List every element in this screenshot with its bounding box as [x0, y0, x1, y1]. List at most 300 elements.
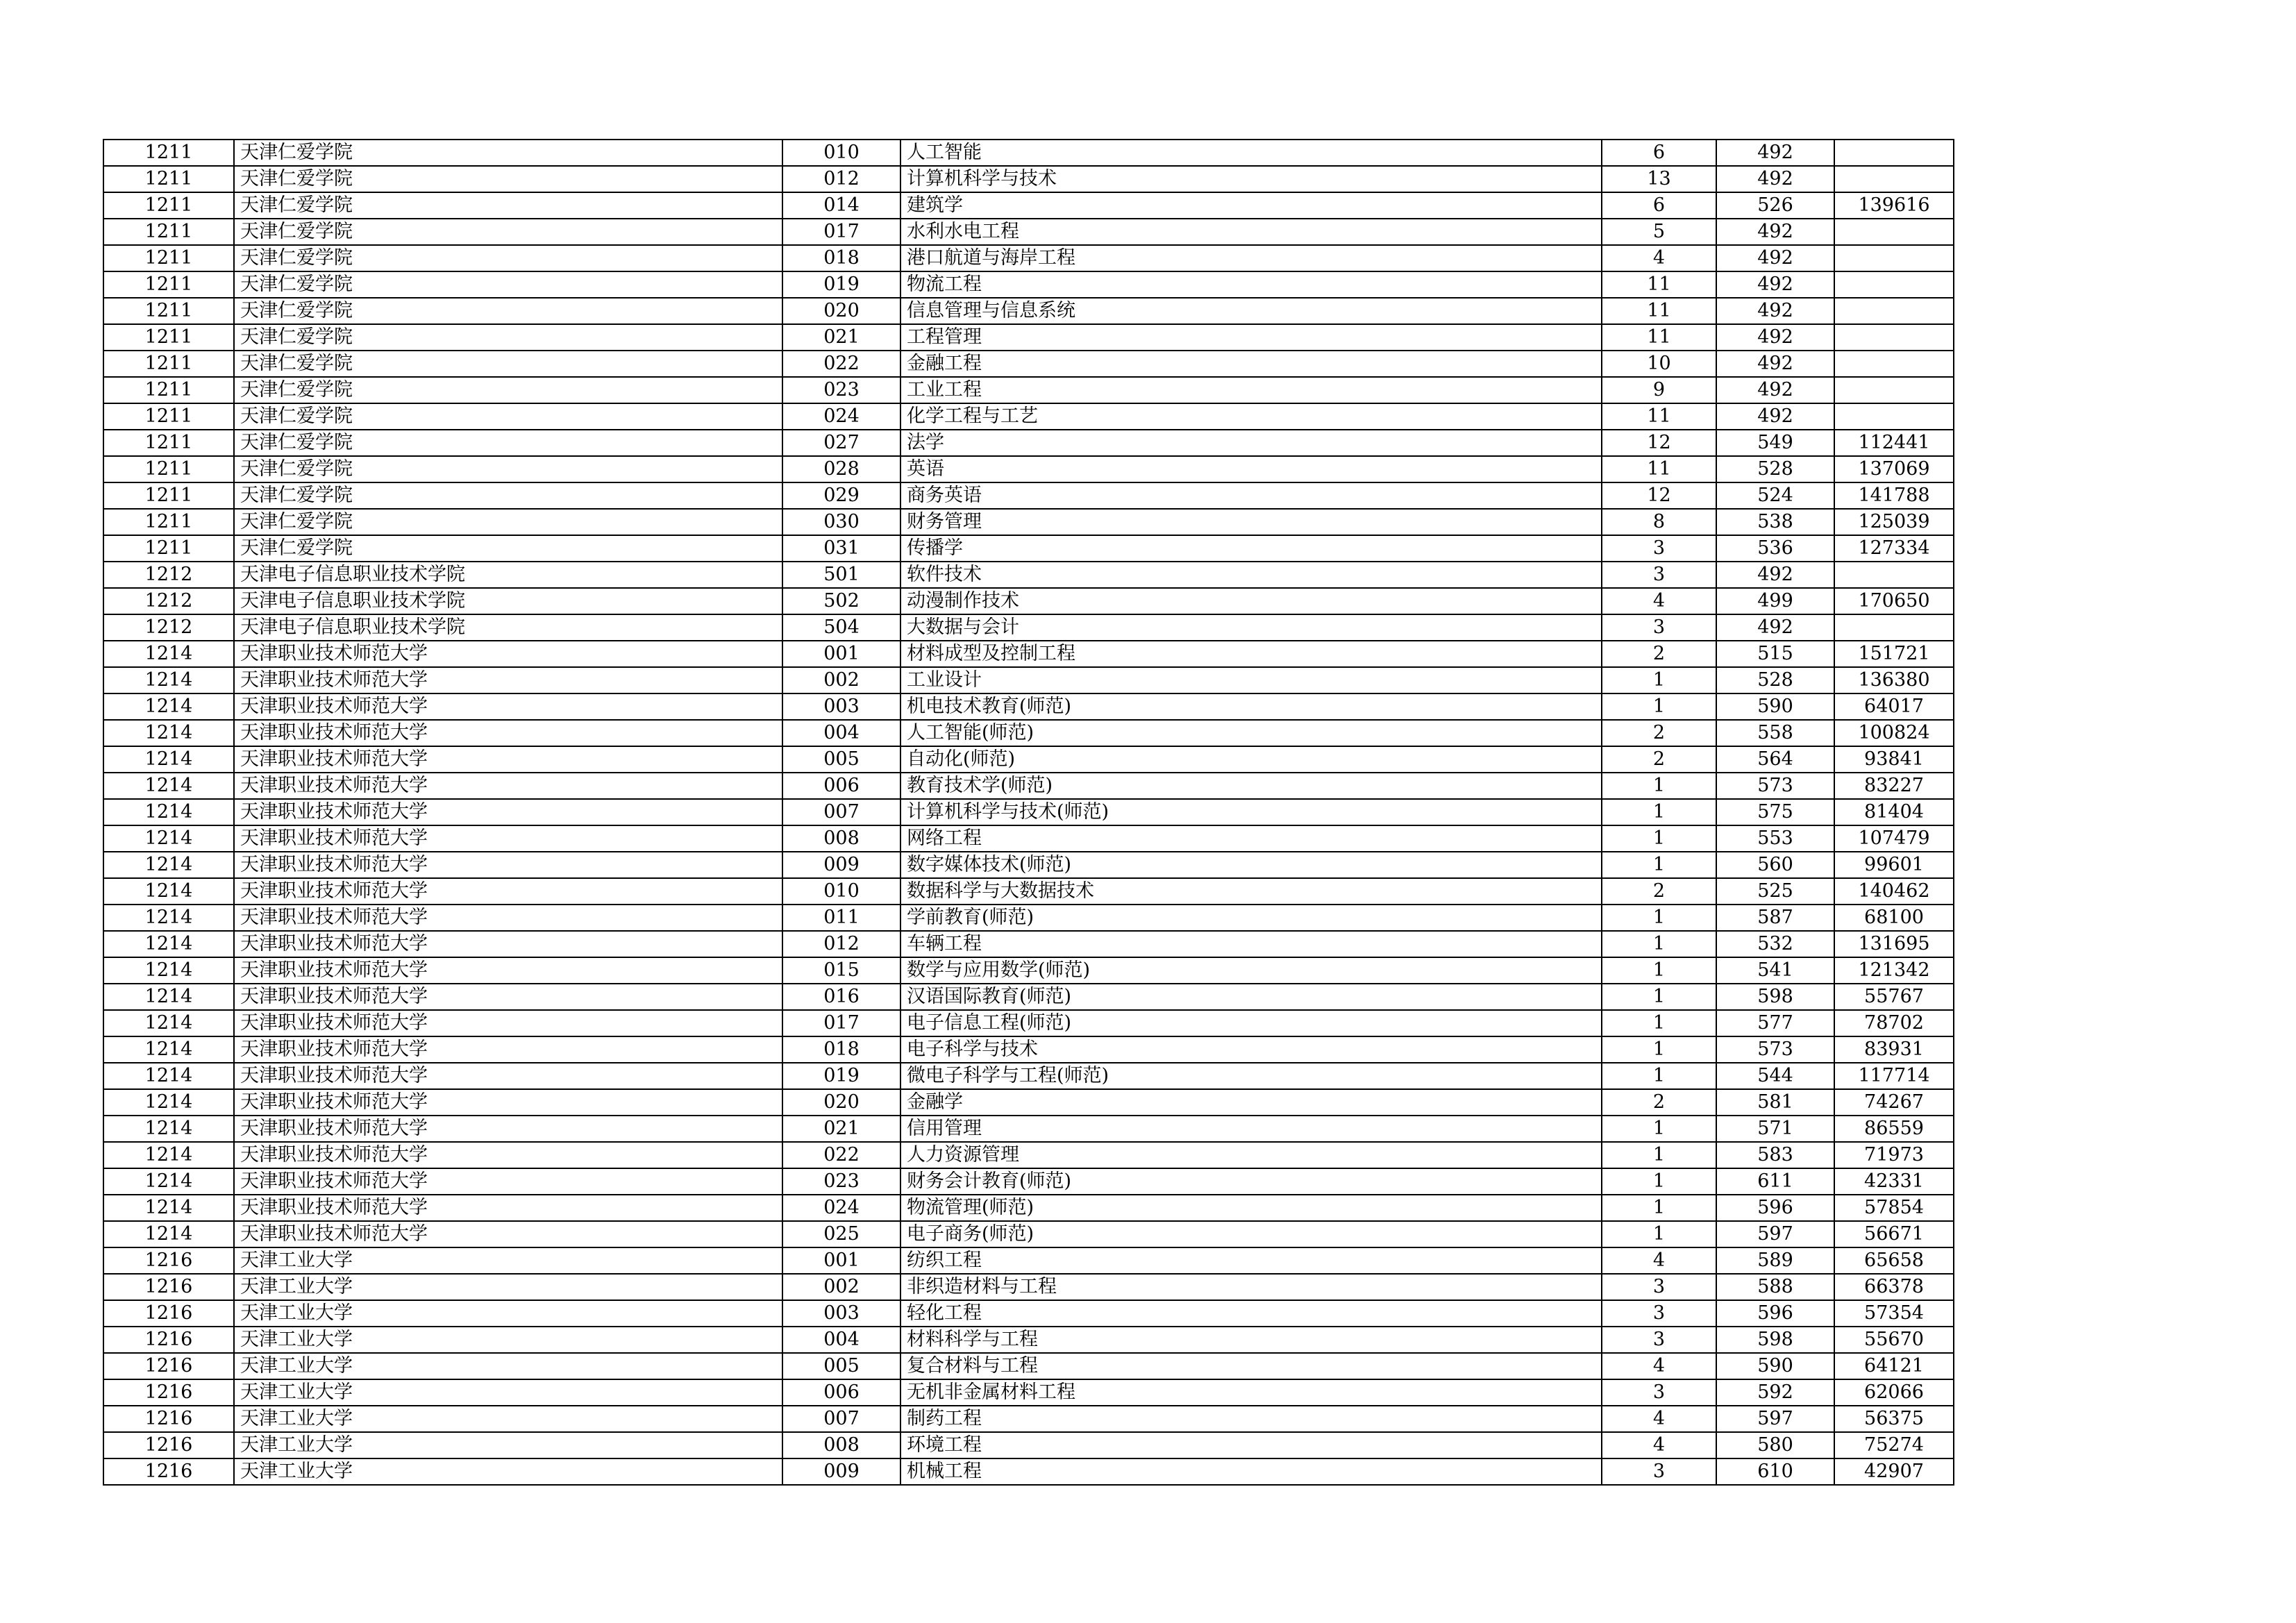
min-score-cell: 492: [1716, 324, 1834, 351]
major-code-cell: 007: [782, 1406, 900, 1432]
school-code-cell: 1212: [103, 614, 234, 641]
min-score-cell: 560: [1716, 852, 1834, 878]
plan-count-cell: 11: [1602, 298, 1716, 324]
major-code-cell: 023: [782, 377, 900, 403]
school-name-cell: 天津仁爱学院: [234, 456, 782, 482]
school-name-cell: 天津仁爱学院: [234, 482, 782, 509]
school-name-cell: 天津仁爱学院: [234, 509, 782, 535]
school-name-cell: 天津仁爱学院: [234, 535, 782, 562]
min-score-cell: 492: [1716, 140, 1834, 166]
school-name-cell: 天津仁爱学院: [234, 192, 782, 219]
min-rank-cell: 64017: [1834, 693, 1954, 720]
school-name-cell: 天津职业技术师范大学: [234, 984, 782, 1010]
major-name-cell: 人工智能: [900, 140, 1602, 166]
school-code-cell: 1214: [103, 1168, 234, 1195]
major-name-cell: 软件技术: [900, 562, 1602, 588]
school-name-cell: 天津职业技术师范大学: [234, 825, 782, 852]
school-code-cell: 1216: [103, 1406, 234, 1432]
min-score-cell: 589: [1716, 1247, 1834, 1274]
table-body: [103, 140, 1954, 1485]
school-code-cell: 1211: [103, 166, 234, 192]
major-code-cell: 029: [782, 482, 900, 509]
major-code-cell: 020: [782, 1089, 900, 1116]
major-code-cell: 023: [782, 1168, 900, 1195]
table-row: [103, 140, 1954, 166]
min-rank-cell: [1834, 219, 1954, 245]
min-rank-cell: [1834, 562, 1954, 588]
min-rank-cell: 56671: [1834, 1221, 1954, 1247]
table-row: [103, 1195, 1954, 1221]
major-code-cell: 008: [782, 1432, 900, 1458]
school-name-cell: 天津职业技术师范大学: [234, 931, 782, 957]
school-name-cell: 天津工业大学: [234, 1300, 782, 1327]
major-code-cell: 501: [782, 562, 900, 588]
min-rank-cell: 62066: [1834, 1379, 1954, 1406]
plan-count-cell: 1: [1602, 905, 1716, 931]
plan-count-cell: 4: [1602, 1432, 1716, 1458]
table-row: [103, 852, 1954, 878]
school-name-cell: 天津职业技术师范大学: [234, 693, 782, 720]
plan-count-cell: 12: [1602, 482, 1716, 509]
school-name-cell: 天津工业大学: [234, 1406, 782, 1432]
school-code-cell: 1214: [103, 1116, 234, 1142]
min-rank-cell: 65658: [1834, 1247, 1954, 1274]
major-name-cell: 工程管理: [900, 324, 1602, 351]
plan-count-cell: 3: [1602, 1379, 1716, 1406]
school-name-cell: 天津职业技术师范大学: [234, 852, 782, 878]
major-name-cell: 传播学: [900, 535, 1602, 562]
min-rank-cell: 170650: [1834, 588, 1954, 614]
plan-count-cell: 3: [1602, 1327, 1716, 1353]
school-code-cell: 1211: [103, 324, 234, 351]
plan-count-cell: 1: [1602, 1142, 1716, 1168]
table-row: [103, 535, 1954, 562]
school-code-cell: 1216: [103, 1353, 234, 1379]
min-rank-cell: 100824: [1834, 720, 1954, 746]
major-name-cell: 电子商务(师范): [900, 1221, 1602, 1247]
min-score-cell: 524: [1716, 482, 1834, 509]
school-code-cell: 1214: [103, 641, 234, 667]
school-name-cell: 天津职业技术师范大学: [234, 1116, 782, 1142]
major-name-cell: 非织造材料与工程: [900, 1274, 1602, 1300]
min-rank-cell: 64121: [1834, 1353, 1954, 1379]
major-name-cell: 物流管理(师范): [900, 1195, 1602, 1221]
plan-count-cell: 1: [1602, 1116, 1716, 1142]
school-code-cell: 1214: [103, 852, 234, 878]
min-rank-cell: 86559: [1834, 1116, 1954, 1142]
school-code-cell: 1216: [103, 1379, 234, 1406]
table-row: [103, 878, 1954, 905]
plan-count-cell: 3: [1602, 1300, 1716, 1327]
major-code-cell: 006: [782, 773, 900, 799]
school-code-cell: 1214: [103, 720, 234, 746]
plan-count-cell: 8: [1602, 509, 1716, 535]
school-code-cell: 1214: [103, 931, 234, 957]
major-name-cell: 学前教育(师范): [900, 905, 1602, 931]
school-name-cell: 天津工业大学: [234, 1379, 782, 1406]
school-name-cell: 天津仁爱学院: [234, 271, 782, 298]
school-name-cell: 天津电子信息职业技术学院: [234, 588, 782, 614]
school-name-cell: 天津职业技术师范大学: [234, 905, 782, 931]
min-score-cell: 492: [1716, 562, 1834, 588]
table-row: [103, 1116, 1954, 1142]
plan-count-cell: 6: [1602, 192, 1716, 219]
major-code-cell: 030: [782, 509, 900, 535]
school-name-cell: 天津职业技术师范大学: [234, 799, 782, 825]
min-rank-cell: 71973: [1834, 1142, 1954, 1168]
min-score-cell: 526: [1716, 192, 1834, 219]
major-code-cell: 019: [782, 271, 900, 298]
admission-table: [103, 139, 1954, 1486]
plan-count-cell: 2: [1602, 720, 1716, 746]
plan-count-cell: 1: [1602, 1221, 1716, 1247]
school-code-cell: 1211: [103, 403, 234, 430]
min-score-cell: 492: [1716, 614, 1834, 641]
major-name-cell: 数据科学与大数据技术: [900, 878, 1602, 905]
major-code-cell: 003: [782, 693, 900, 720]
major-name-cell: 计算机科学与技术(师范): [900, 799, 1602, 825]
min-score-cell: 592: [1716, 1379, 1834, 1406]
school-name-cell: 天津工业大学: [234, 1432, 782, 1458]
major-code-cell: 001: [782, 1247, 900, 1274]
table-row: [103, 1063, 1954, 1089]
major-code-cell: 017: [782, 1010, 900, 1036]
school-code-cell: 1211: [103, 192, 234, 219]
plan-count-cell: 1: [1602, 1063, 1716, 1089]
table-row: [103, 773, 1954, 799]
plan-count-cell: 6: [1602, 140, 1716, 166]
min-rank-cell: [1834, 166, 1954, 192]
major-name-cell: 工业工程: [900, 377, 1602, 403]
school-code-cell: 1216: [103, 1274, 234, 1300]
major-code-cell: 001: [782, 641, 900, 667]
plan-count-cell: 1: [1602, 852, 1716, 878]
min-rank-cell: [1834, 298, 1954, 324]
min-score-cell: 544: [1716, 1063, 1834, 1089]
major-code-cell: 004: [782, 1327, 900, 1353]
school-code-cell: 1212: [103, 588, 234, 614]
table-row: [103, 1221, 1954, 1247]
school-code-cell: 1211: [103, 456, 234, 482]
school-code-cell: 1211: [103, 140, 234, 166]
min-score-cell: 610: [1716, 1458, 1834, 1485]
major-code-cell: 006: [782, 1379, 900, 1406]
school-code-cell: 1211: [103, 482, 234, 509]
major-code-cell: 003: [782, 1300, 900, 1327]
plan-count-cell: 3: [1602, 614, 1716, 641]
table-row: [103, 351, 1954, 377]
major-name-cell: 财务会计教育(师范): [900, 1168, 1602, 1195]
min-score-cell: 577: [1716, 1010, 1834, 1036]
major-code-cell: 009: [782, 852, 900, 878]
table-row: [103, 1036, 1954, 1063]
school-name-cell: 天津电子信息职业技术学院: [234, 614, 782, 641]
major-name-cell: 大数据与会计: [900, 614, 1602, 641]
school-name-cell: 天津职业技术师范大学: [234, 773, 782, 799]
school-code-cell: 1214: [103, 1036, 234, 1063]
plan-count-cell: 1: [1602, 1168, 1716, 1195]
min-score-cell: 536: [1716, 535, 1834, 562]
plan-count-cell: 1: [1602, 799, 1716, 825]
min-rank-cell: [1834, 377, 1954, 403]
school-name-cell: 天津工业大学: [234, 1327, 782, 1353]
min-score-cell: 538: [1716, 509, 1834, 535]
min-rank-cell: 74267: [1834, 1089, 1954, 1116]
min-rank-cell: 66378: [1834, 1274, 1954, 1300]
min-rank-cell: 139616: [1834, 192, 1954, 219]
plan-count-cell: 12: [1602, 430, 1716, 456]
major-code-cell: 504: [782, 614, 900, 641]
min-score-cell: 558: [1716, 720, 1834, 746]
min-score-cell: 587: [1716, 905, 1834, 931]
min-score-cell: 571: [1716, 1116, 1834, 1142]
min-score-cell: 532: [1716, 931, 1834, 957]
min-rank-cell: 125039: [1834, 509, 1954, 535]
min-rank-cell: 55767: [1834, 984, 1954, 1010]
major-code-cell: 012: [782, 166, 900, 192]
major-code-cell: 010: [782, 878, 900, 905]
min-score-cell: 590: [1716, 1353, 1834, 1379]
school-code-cell: 1214: [103, 773, 234, 799]
plan-count-cell: 1: [1602, 773, 1716, 799]
table-row: [103, 799, 1954, 825]
plan-count-cell: 1: [1602, 693, 1716, 720]
major-name-cell: 商务英语: [900, 482, 1602, 509]
school-code-cell: 1216: [103, 1458, 234, 1485]
min-rank-cell: 151721: [1834, 641, 1954, 667]
school-name-cell: 天津工业大学: [234, 1458, 782, 1485]
min-rank-cell: 112441: [1834, 430, 1954, 456]
major-code-cell: 022: [782, 1142, 900, 1168]
plan-count-cell: 5: [1602, 219, 1716, 245]
major-name-cell: 电子科学与技术: [900, 1036, 1602, 1063]
major-name-cell: 车辆工程: [900, 931, 1602, 957]
table-row: [103, 271, 1954, 298]
min-score-cell: 575: [1716, 799, 1834, 825]
table-row: [103, 1379, 1954, 1406]
major-name-cell: 水利水电工程: [900, 219, 1602, 245]
school-name-cell: 天津仁爱学院: [234, 324, 782, 351]
school-name-cell: 天津仁爱学院: [234, 166, 782, 192]
school-name-cell: 天津电子信息职业技术学院: [234, 562, 782, 588]
school-code-cell: 1211: [103, 298, 234, 324]
major-name-cell: 轻化工程: [900, 1300, 1602, 1327]
table-row: [103, 298, 1954, 324]
plan-count-cell: 1: [1602, 957, 1716, 984]
major-code-cell: 021: [782, 1116, 900, 1142]
min-rank-cell: 42907: [1834, 1458, 1954, 1485]
table-row: [103, 1274, 1954, 1300]
min-score-cell: 528: [1716, 456, 1834, 482]
min-rank-cell: 99601: [1834, 852, 1954, 878]
school-name-cell: 天津职业技术师范大学: [234, 957, 782, 984]
school-code-cell: 1211: [103, 430, 234, 456]
school-name-cell: 天津职业技术师范大学: [234, 720, 782, 746]
min-rank-cell: [1834, 403, 1954, 430]
major-code-cell: 008: [782, 825, 900, 852]
plan-count-cell: 1: [1602, 1036, 1716, 1063]
table-row: [103, 905, 1954, 931]
major-code-cell: 024: [782, 1195, 900, 1221]
min-rank-cell: [1834, 324, 1954, 351]
min-score-cell: 492: [1716, 219, 1834, 245]
school-name-cell: 天津职业技术师范大学: [234, 667, 782, 693]
min-rank-cell: 117714: [1834, 1063, 1954, 1089]
major-name-cell: 数字媒体技术(师范): [900, 852, 1602, 878]
major-code-cell: 025: [782, 1221, 900, 1247]
major-name-cell: 法学: [900, 430, 1602, 456]
min-score-cell: 549: [1716, 430, 1834, 456]
major-name-cell: 数学与应用数学(师范): [900, 957, 1602, 984]
school-code-cell: 1211: [103, 245, 234, 271]
plan-count-cell: 10: [1602, 351, 1716, 377]
major-code-cell: 027: [782, 430, 900, 456]
school-name-cell: 天津职业技术师范大学: [234, 1168, 782, 1195]
min-rank-cell: 57354: [1834, 1300, 1954, 1327]
table-row: [103, 957, 1954, 984]
school-name-cell: 天津仁爱学院: [234, 403, 782, 430]
school-code-cell: 1216: [103, 1432, 234, 1458]
table-row: [103, 562, 1954, 588]
table-row: [103, 456, 1954, 482]
school-code-cell: 1214: [103, 825, 234, 852]
school-code-cell: 1214: [103, 1063, 234, 1089]
min-score-cell: 580: [1716, 1432, 1834, 1458]
major-code-cell: 011: [782, 905, 900, 931]
major-name-cell: 工业设计: [900, 667, 1602, 693]
min-score-cell: 525: [1716, 878, 1834, 905]
major-code-cell: 031: [782, 535, 900, 562]
min-rank-cell: [1834, 245, 1954, 271]
school-name-cell: 天津仁爱学院: [234, 351, 782, 377]
school-code-cell: 1214: [103, 1089, 234, 1116]
min-rank-cell: 141788: [1834, 482, 1954, 509]
min-score-cell: 492: [1716, 351, 1834, 377]
plan-count-cell: 4: [1602, 1247, 1716, 1274]
table-row: [103, 984, 1954, 1010]
table-row: [103, 1458, 1954, 1485]
min-rank-cell: 68100: [1834, 905, 1954, 931]
min-rank-cell: 127334: [1834, 535, 1954, 562]
major-code-cell: 028: [782, 456, 900, 482]
plan-count-cell: 4: [1602, 1406, 1716, 1432]
min-score-cell: 492: [1716, 298, 1834, 324]
major-name-cell: 无机非金属材料工程: [900, 1379, 1602, 1406]
major-code-cell: 015: [782, 957, 900, 984]
table-row: [103, 720, 1954, 746]
plan-count-cell: 11: [1602, 403, 1716, 430]
plan-count-cell: 4: [1602, 245, 1716, 271]
table-row: [103, 1406, 1954, 1432]
school-name-cell: 天津职业技术师范大学: [234, 1063, 782, 1089]
major-name-cell: 机电技术教育(师范): [900, 693, 1602, 720]
major-name-cell: 制药工程: [900, 1406, 1602, 1432]
min-score-cell: 573: [1716, 1036, 1834, 1063]
major-code-cell: 018: [782, 1036, 900, 1063]
min-score-cell: 598: [1716, 984, 1834, 1010]
school-code-cell: 1214: [103, 905, 234, 931]
major-code-cell: 012: [782, 931, 900, 957]
table-row: [103, 403, 1954, 430]
table-row: [103, 324, 1954, 351]
min-rank-cell: [1834, 351, 1954, 377]
major-name-cell: 港口航道与海岸工程: [900, 245, 1602, 271]
major-code-cell: 002: [782, 1274, 900, 1300]
major-code-cell: 020: [782, 298, 900, 324]
table-row: [103, 1089, 1954, 1116]
major-name-cell: 动漫制作技术: [900, 588, 1602, 614]
min-score-cell: 573: [1716, 773, 1834, 799]
plan-count-cell: 1: [1602, 825, 1716, 852]
school-name-cell: 天津工业大学: [234, 1353, 782, 1379]
table-row: [103, 509, 1954, 535]
min-score-cell: 492: [1716, 377, 1834, 403]
major-code-cell: 017: [782, 219, 900, 245]
min-score-cell: 515: [1716, 641, 1834, 667]
min-score-cell: 588: [1716, 1274, 1834, 1300]
major-code-cell: 002: [782, 667, 900, 693]
min-rank-cell: 81404: [1834, 799, 1954, 825]
plan-count-cell: 4: [1602, 588, 1716, 614]
plan-count-cell: 11: [1602, 324, 1716, 351]
major-code-cell: 502: [782, 588, 900, 614]
table-row: [103, 430, 1954, 456]
major-code-cell: 004: [782, 720, 900, 746]
school-code-cell: 1214: [103, 878, 234, 905]
major-name-cell: 汉语国际教育(师范): [900, 984, 1602, 1010]
school-name-cell: 天津职业技术师范大学: [234, 1195, 782, 1221]
min-score-cell: 597: [1716, 1406, 1834, 1432]
school-code-cell: 1214: [103, 1221, 234, 1247]
school-name-cell: 天津仁爱学院: [234, 140, 782, 166]
plan-count-cell: 1: [1602, 667, 1716, 693]
min-score-cell: 596: [1716, 1300, 1834, 1327]
min-rank-cell: 75274: [1834, 1432, 1954, 1458]
school-name-cell: 天津工业大学: [234, 1274, 782, 1300]
min-score-cell: 553: [1716, 825, 1834, 852]
school-code-cell: 1211: [103, 351, 234, 377]
school-code-cell: 1214: [103, 984, 234, 1010]
major-name-cell: 化学工程与工艺: [900, 403, 1602, 430]
major-name-cell: 建筑学: [900, 192, 1602, 219]
table-row: [103, 1010, 1954, 1036]
school-code-cell: 1214: [103, 957, 234, 984]
school-name-cell: 天津仁爱学院: [234, 377, 782, 403]
table-row: [103, 1168, 1954, 1195]
min-rank-cell: [1834, 140, 1954, 166]
major-name-cell: 金融工程: [900, 351, 1602, 377]
min-score-cell: 590: [1716, 693, 1834, 720]
school-code-cell: 1212: [103, 562, 234, 588]
table-row: [103, 825, 1954, 852]
min-score-cell: 528: [1716, 667, 1834, 693]
school-name-cell: 天津仁爱学院: [234, 245, 782, 271]
table-row: [103, 1142, 1954, 1168]
table-row: [103, 1353, 1954, 1379]
major-name-cell: 材料成型及控制工程: [900, 641, 1602, 667]
min-score-cell: 492: [1716, 271, 1834, 298]
plan-count-cell: 3: [1602, 1458, 1716, 1485]
plan-count-cell: 3: [1602, 562, 1716, 588]
min-score-cell: 581: [1716, 1089, 1834, 1116]
school-code-cell: 1216: [103, 1247, 234, 1274]
major-name-cell: 自动化(师范): [900, 746, 1602, 773]
table-row: [103, 245, 1954, 271]
min-rank-cell: 55670: [1834, 1327, 1954, 1353]
major-code-cell: 016: [782, 984, 900, 1010]
table-row: [103, 746, 1954, 773]
school-code-cell: 1214: [103, 799, 234, 825]
